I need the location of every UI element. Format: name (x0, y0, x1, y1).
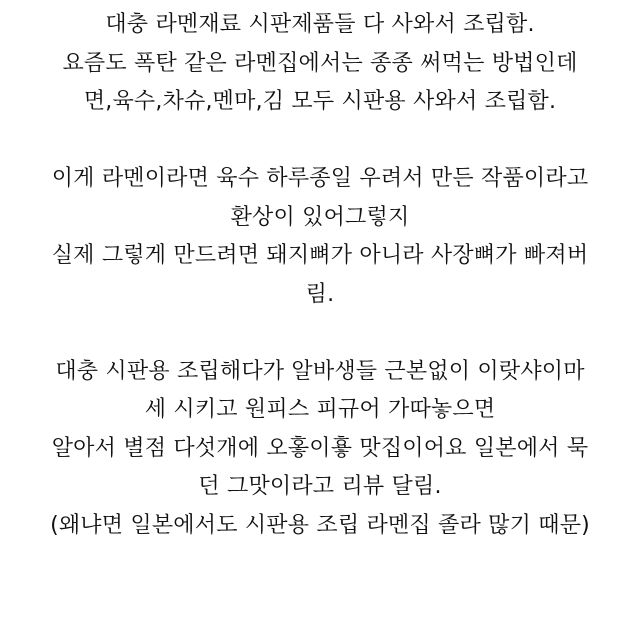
paragraph-2 (0, 160, 640, 314)
text-line: 림. (305, 281, 335, 307)
text-line: 이게 라멘이라면 육수 하루종일 우려서 만든 작품이라고 (51, 166, 589, 191)
text-line: 대충 시판용 조립해다가 알바생들 근본없이 이랏샤이마 (55, 358, 585, 384)
text-line: 세 시키고 원피스 피규어 가따놓으면 (144, 397, 496, 422)
paragraph-spacer (0, 122, 640, 161)
paragraph-spacer (0, 314, 640, 353)
text-line: 환상이 있어그렇지 (230, 204, 410, 230)
text-line: 던 그맛이라고 리뷰 달림. (198, 474, 442, 499)
paragraph-3 (0, 353, 640, 546)
text-line: 알아서 별점 다섯개에 오홓이훃 맛집이어요 일본에서 묵 (51, 435, 589, 461)
text-line: (왜냐면 일본에서도 시판용 조립 라멘집 졸라 많기 때문) (50, 512, 590, 538)
text-line: 면,육수,차슈,멘마,김 모두 시판용 사와서 조립함. (83, 89, 557, 114)
text-line: 실제 그렇게 만드려면 돼지뼈가 아니라 사장뼈가 빠져버 (51, 243, 589, 268)
paragraph-1 (0, 6, 640, 122)
text-line: 요즘도 폭탄 같은 라멘집에서는 종종 써먹는 방법인데 (62, 50, 578, 76)
text-line: 대충 라멘재료 시판제품들 다 사와서 조립함. (105, 12, 535, 37)
